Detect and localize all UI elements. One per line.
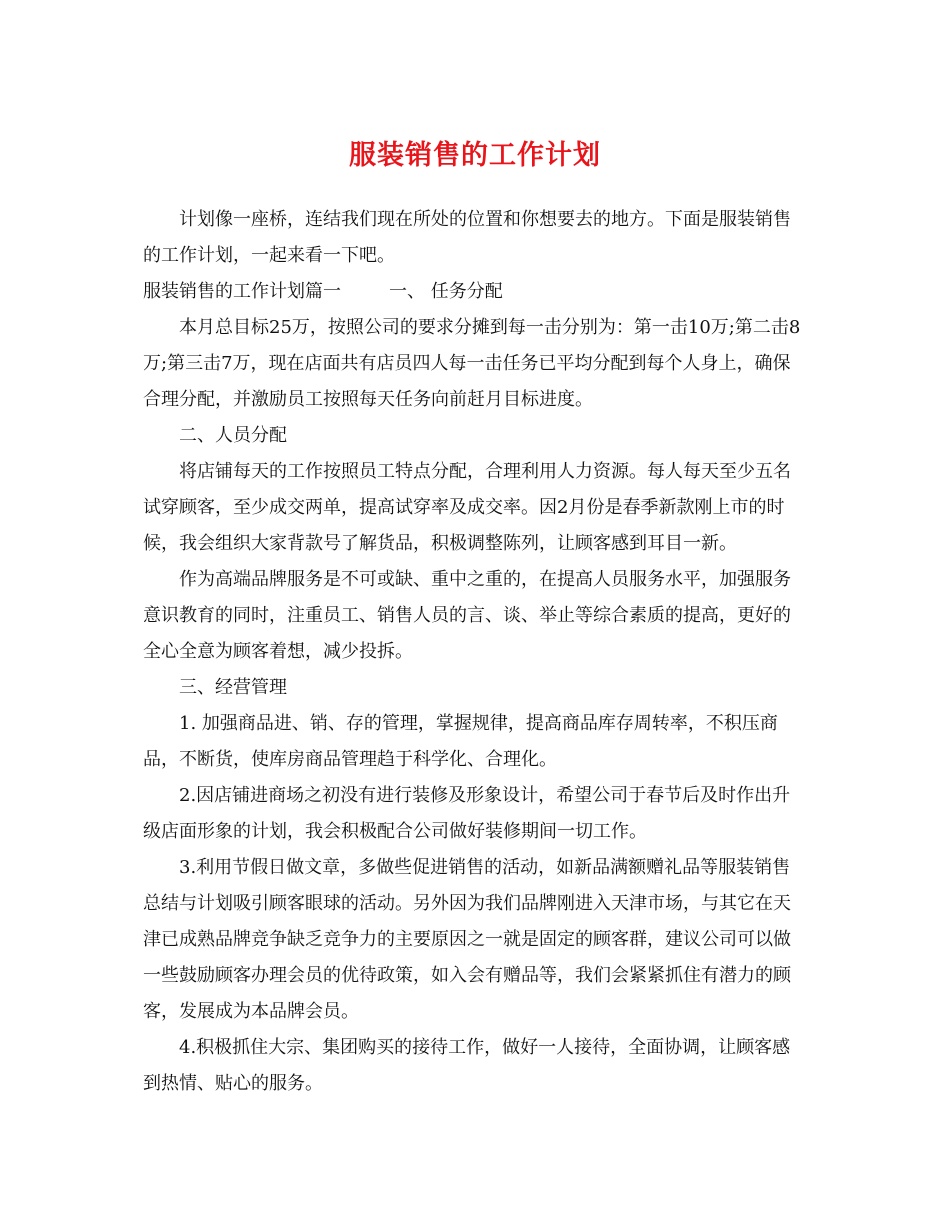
heading-staff-allocation: 二、人员分配 <box>179 425 287 446</box>
intro-paragraph: 计划像一座桥，连结我们现在所处的位置和你想要去的地方。下面是服装销售的工作计划，一起来看一下吧。 <box>143 209 791 266</box>
document-title: 服装销售的工作计划 <box>349 140 601 171</box>
operations-item-1: 1. 加强商品进、销、存的管理，掌握规律，提高商品库存周转率，不积压商品，不断货，使库房商品管理趋于科学化、合理化。 <box>143 713 778 770</box>
operations-item-2: 2.因店铺进商场之初没有进行装修及形象设计，希望公司于春节后及时作出升级店面形象的计划，我会积极配合公司做好装修期间一切工作。 <box>143 785 791 842</box>
document-body <box>143 202 803 1102</box>
staff-allocation-paragraph: 将店铺每天的工作按照员工特点分配，合理利用人力资源。每人每天至少五名试穿顾客，至少成交两单，提高试穿率及成交率。因2月份是春季新款刚上市的时候，我会组织大家背款号了解货品，积极调整陈列，让顾客感到耳目一新。 <box>143 461 791 554</box>
service-paragraph: 作为高端品牌服务是不可或缺、重中之重的，在提高人员服务水平，加强服务意识教育的同时，注重员工、销售人员的言、谈、举止等综合素质的提高，更好的全心全意为顾客着想，减少投拆。 <box>143 569 791 662</box>
task-allocation-paragraph: 本月总目标25万，按照公司的要求分摊到每一击分别为：第一击10万;第二击8万;第三击7万，现在店面共有店员四人每一击任务已平均分配到每个人身上，确保合理分配，并激励员工按照每天任务向前赶月目标进度。 <box>143 317 801 410</box>
section-label: 服装销售的工作计划篇一 <box>143 281 341 302</box>
operations-item-4: 4.积极抓住大宗、集团购买的接待工作，做好一人接待，全面协调，让顾客感到热情、贴心的服务。 <box>143 1037 791 1094</box>
operations-item-3: 3.利用节假日做文章，多做些促进销售的活动，如新品满额赠礼品等服装销售总结与计划吸引顾客眼球的活动。另外因为我们品牌刚进入天津市场，与其它在天津已成熟品牌竞争缺乏竞争力的主要原因之一就是固定的顾客群，建议公司可以做一些鼓励顾客办理会员的优待政策，如入会有赠品等，我们会紧紧抓住有潜力的顾客，发展成为本品牌会员。 <box>143 857 791 1022</box>
heading-task-allocation: 一、 任务分配 <box>389 281 503 302</box>
section-heading-line <box>143 274 803 310</box>
heading-operations-management: 三、经营管理 <box>179 677 287 698</box>
